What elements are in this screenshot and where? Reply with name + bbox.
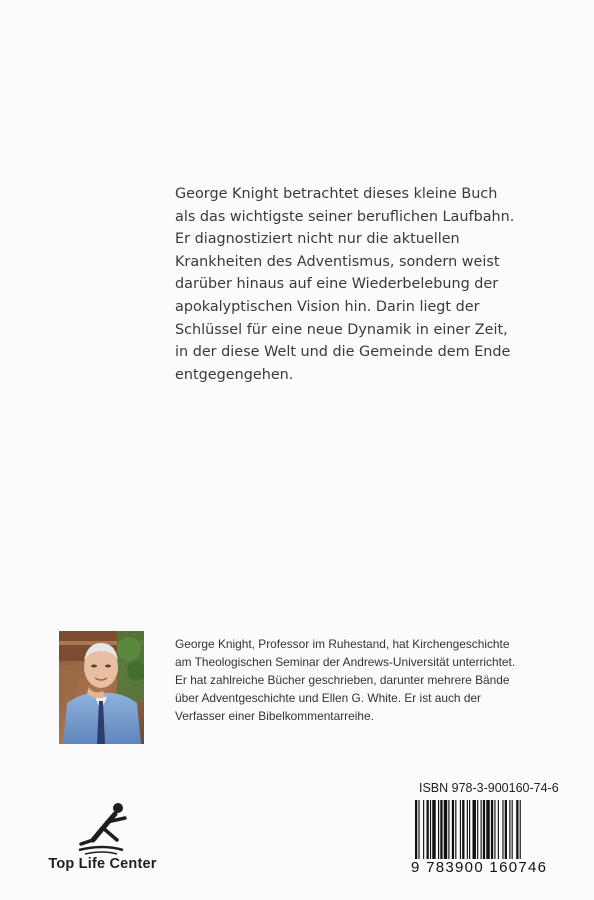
blurb-line: als das wichtigste seiner beruflichen Laufbahn. bbox=[175, 208, 515, 225]
runner-icon bbox=[73, 800, 133, 858]
book-blurb bbox=[175, 183, 570, 386]
blurb-line: Schlüssel für eine neue Dynamik in einer Zeit, bbox=[175, 321, 508, 338]
bio-line: Verfasser einer Bibelkommentarreihe. bbox=[175, 709, 374, 724]
blurb-line: Krankheiten des Adventismus, sondern weist bbox=[175, 253, 500, 270]
blurb-line: in der diese Welt und die Gemeinde dem Ende bbox=[175, 344, 511, 361]
bio-line: am Theologischen Seminar der Andrews-Universität unterrichtet. bbox=[175, 655, 516, 670]
publisher-logo bbox=[40, 800, 165, 880]
blurb-line: darüber hinaus auf eine Wiederbelebung der bbox=[175, 276, 499, 293]
blurb-line: entgegengehen. bbox=[175, 366, 294, 383]
blurb-line: George Knight betrachtet dieses kleine Buch bbox=[175, 186, 498, 202]
bio-line: Er hat zahlreiche Bücher geschrieben, darunter mehrere Bände bbox=[175, 673, 510, 688]
blurb-line: Er diagnostiziert nicht nur die aktuellen bbox=[175, 231, 460, 248]
blurb-line: apokalyptischen Vision hin. Darin liegt der bbox=[175, 298, 480, 315]
barcode-digits: 9 783900 160746 bbox=[411, 859, 561, 876]
bio-line: George Knight, Professor im Ruhestand, hat Kirchengeschichte bbox=[175, 637, 510, 651]
author-photo bbox=[59, 631, 144, 744]
publisher-name: Top Life Center bbox=[48, 856, 157, 872]
bio-line: über Adventgeschichte und Ellen G. White. Er ist auch der bbox=[175, 691, 482, 706]
author-bio bbox=[175, 635, 580, 725]
isbn-label: ISBN 978-3-900160-74-6 bbox=[419, 781, 559, 795]
